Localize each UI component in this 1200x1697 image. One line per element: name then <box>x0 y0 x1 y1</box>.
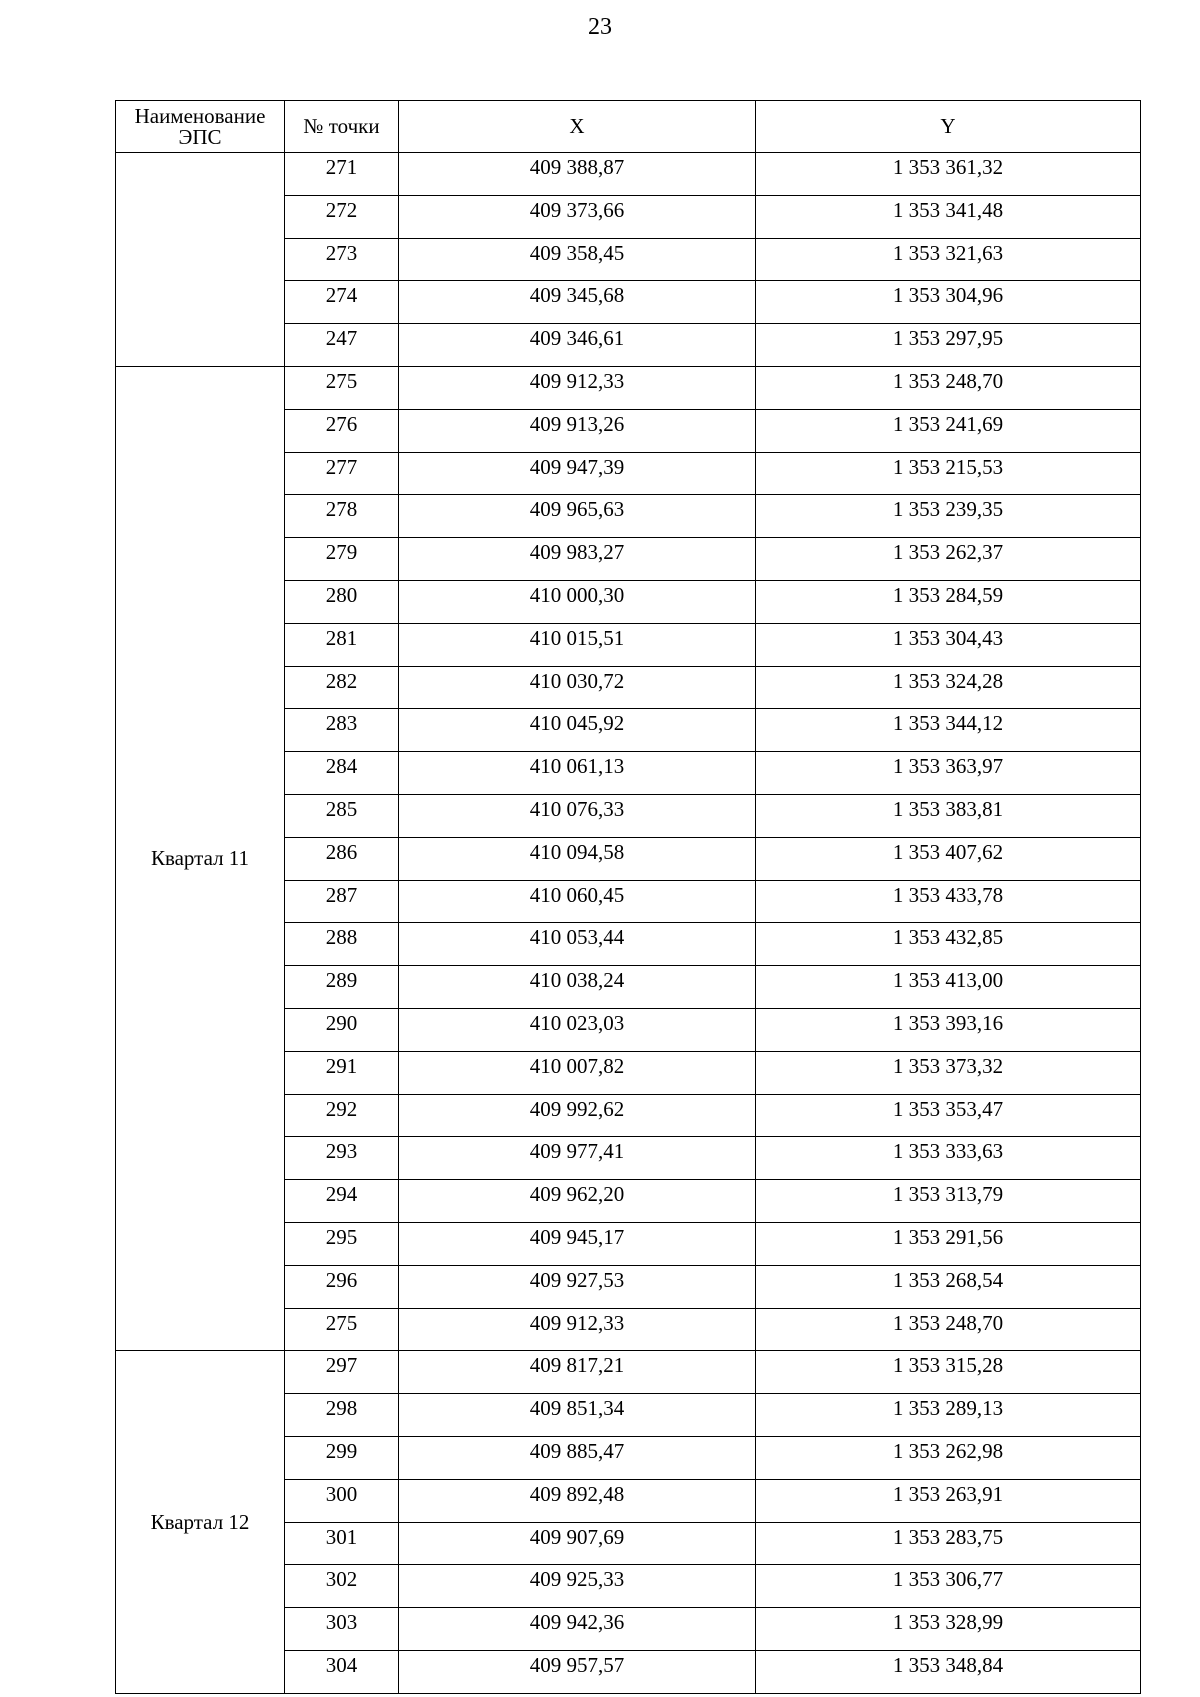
x-coordinate-cell: 410 061,13 <box>399 752 756 795</box>
point-number-cell: 277 <box>285 452 399 495</box>
header-name: Наименование ЭПС <box>116 101 285 153</box>
x-coordinate-cell: 410 023,03 <box>399 1008 756 1051</box>
y-coordinate-cell: 1 353 306,77 <box>756 1565 1141 1608</box>
y-coordinate-cell: 1 353 348,84 <box>756 1650 1141 1693</box>
x-coordinate-cell: 410 076,33 <box>399 794 756 837</box>
point-number-cell: 293 <box>285 1137 399 1180</box>
group-name-cell: Квартал 12 <box>116 1351 285 1693</box>
y-coordinate-cell: 1 353 297,95 <box>756 324 1141 367</box>
y-coordinate-cell: 1 353 315,28 <box>756 1351 1141 1394</box>
x-coordinate-cell: 410 015,51 <box>399 623 756 666</box>
y-coordinate-cell: 1 353 291,56 <box>756 1222 1141 1265</box>
y-coordinate-cell: 1 353 373,32 <box>756 1051 1141 1094</box>
point-number-cell: 274 <box>285 281 399 324</box>
x-coordinate-cell: 410 030,72 <box>399 666 756 709</box>
point-number-cell: 299 <box>285 1436 399 1479</box>
y-coordinate-cell: 1 353 248,70 <box>756 366 1141 409</box>
x-coordinate-cell: 410 038,24 <box>399 966 756 1009</box>
y-coordinate-cell: 1 353 215,53 <box>756 452 1141 495</box>
x-coordinate-cell: 410 053,44 <box>399 923 756 966</box>
point-number-cell: 281 <box>285 623 399 666</box>
x-coordinate-cell: 410 094,58 <box>399 837 756 880</box>
x-coordinate-cell: 409 925,33 <box>399 1565 756 1608</box>
x-coordinate-cell: 409 977,41 <box>399 1137 756 1180</box>
y-coordinate-cell: 1 353 284,59 <box>756 580 1141 623</box>
y-coordinate-cell: 1 353 262,37 <box>756 538 1141 581</box>
y-coordinate-cell: 1 353 383,81 <box>756 794 1141 837</box>
point-number-cell: 304 <box>285 1650 399 1693</box>
y-coordinate-cell: 1 353 344,12 <box>756 709 1141 752</box>
y-coordinate-cell: 1 353 248,70 <box>756 1308 1141 1351</box>
x-coordinate-cell: 409 957,57 <box>399 1650 756 1693</box>
x-coordinate-cell: 409 942,36 <box>399 1608 756 1651</box>
point-number-cell: 295 <box>285 1222 399 1265</box>
y-coordinate-cell: 1 353 341,48 <box>756 195 1141 238</box>
y-coordinate-cell: 1 353 313,79 <box>756 1180 1141 1223</box>
y-coordinate-cell: 1 353 432,85 <box>756 923 1141 966</box>
y-coordinate-cell: 1 353 363,97 <box>756 752 1141 795</box>
header-y: Y <box>756 101 1141 153</box>
point-number-cell: 303 <box>285 1608 399 1651</box>
x-coordinate-cell: 409 913,26 <box>399 409 756 452</box>
x-coordinate-cell: 409 358,45 <box>399 238 756 281</box>
table-body <box>116 153 1141 1694</box>
coordinates-table <box>115 100 1141 1694</box>
point-number-cell: 285 <box>285 794 399 837</box>
x-coordinate-cell: 410 045,92 <box>399 709 756 752</box>
point-number-cell: 291 <box>285 1051 399 1094</box>
y-coordinate-cell: 1 353 393,16 <box>756 1008 1141 1051</box>
x-coordinate-cell: 409 945,17 <box>399 1222 756 1265</box>
y-coordinate-cell: 1 353 324,28 <box>756 666 1141 709</box>
point-number-cell: 296 <box>285 1265 399 1308</box>
group-name-cell: Квартал 11 <box>116 366 285 1350</box>
x-coordinate-cell: 409 962,20 <box>399 1180 756 1223</box>
point-number-cell: 298 <box>285 1394 399 1437</box>
point-number-cell: 300 <box>285 1479 399 1522</box>
y-coordinate-cell: 1 353 333,63 <box>756 1137 1141 1180</box>
point-number-cell: 302 <box>285 1565 399 1608</box>
x-coordinate-cell: 409 851,34 <box>399 1394 756 1437</box>
point-number-cell: 275 <box>285 366 399 409</box>
point-number-cell: 287 <box>285 880 399 923</box>
x-coordinate-cell: 410 007,82 <box>399 1051 756 1094</box>
x-coordinate-cell: 410 060,45 <box>399 880 756 923</box>
y-coordinate-cell: 1 353 263,91 <box>756 1479 1141 1522</box>
y-coordinate-cell: 1 353 262,98 <box>756 1436 1141 1479</box>
x-coordinate-cell: 409 817,21 <box>399 1351 756 1394</box>
table-row <box>116 1351 1141 1394</box>
y-coordinate-cell: 1 353 289,13 <box>756 1394 1141 1437</box>
x-coordinate-cell: 409 912,33 <box>399 366 756 409</box>
y-coordinate-cell: 1 353 268,54 <box>756 1265 1141 1308</box>
point-number-cell: 284 <box>285 752 399 795</box>
y-coordinate-cell: 1 353 328,99 <box>756 1608 1141 1651</box>
header-x: X <box>399 101 756 153</box>
table-row <box>116 366 1141 409</box>
point-number-cell: 280 <box>285 580 399 623</box>
x-coordinate-cell: 409 907,69 <box>399 1522 756 1565</box>
point-number-cell: 247 <box>285 324 399 367</box>
group-name-cell <box>116 153 285 367</box>
y-coordinate-cell: 1 353 283,75 <box>756 1522 1141 1565</box>
x-coordinate-cell: 409 992,62 <box>399 1094 756 1137</box>
header-point: № точки <box>285 101 399 153</box>
point-number-cell: 283 <box>285 709 399 752</box>
x-coordinate-cell: 409 983,27 <box>399 538 756 581</box>
y-coordinate-cell: 1 353 433,78 <box>756 880 1141 923</box>
point-number-cell: 290 <box>285 1008 399 1051</box>
y-coordinate-cell: 1 353 353,47 <box>756 1094 1141 1137</box>
y-coordinate-cell: 1 353 321,63 <box>756 238 1141 281</box>
point-number-cell: 288 <box>285 923 399 966</box>
point-number-cell: 271 <box>285 153 399 196</box>
point-number-cell: 276 <box>285 409 399 452</box>
point-number-cell: 294 <box>285 1180 399 1223</box>
table-header <box>116 101 1141 153</box>
y-coordinate-cell: 1 353 239,35 <box>756 495 1141 538</box>
y-coordinate-cell: 1 353 407,62 <box>756 837 1141 880</box>
point-number-cell: 275 <box>285 1308 399 1351</box>
y-coordinate-cell: 1 353 304,96 <box>756 281 1141 324</box>
point-number-cell: 289 <box>285 966 399 1009</box>
point-number-cell: 286 <box>285 837 399 880</box>
x-coordinate-cell: 409 885,47 <box>399 1436 756 1479</box>
page-number: 23 <box>588 14 612 40</box>
y-coordinate-cell: 1 353 361,32 <box>756 153 1141 196</box>
point-number-cell: 292 <box>285 1094 399 1137</box>
x-coordinate-cell: 409 947,39 <box>399 452 756 495</box>
point-number-cell: 301 <box>285 1522 399 1565</box>
x-coordinate-cell: 409 927,53 <box>399 1265 756 1308</box>
header-row <box>116 101 1141 153</box>
x-coordinate-cell: 409 965,63 <box>399 495 756 538</box>
y-coordinate-cell: 1 353 413,00 <box>756 966 1141 1009</box>
point-number-cell: 279 <box>285 538 399 581</box>
point-number-cell: 297 <box>285 1351 399 1394</box>
point-number-cell: 272 <box>285 195 399 238</box>
x-coordinate-cell: 409 345,68 <box>399 281 756 324</box>
table-row <box>116 153 1141 196</box>
x-coordinate-cell: 409 912,33 <box>399 1308 756 1351</box>
point-number-cell: 273 <box>285 238 399 281</box>
x-coordinate-cell: 409 892,48 <box>399 1479 756 1522</box>
x-coordinate-cell: 410 000,30 <box>399 580 756 623</box>
x-coordinate-cell: 409 373,66 <box>399 195 756 238</box>
x-coordinate-cell: 409 346,61 <box>399 324 756 367</box>
y-coordinate-cell: 1 353 304,43 <box>756 623 1141 666</box>
point-number-cell: 278 <box>285 495 399 538</box>
y-coordinate-cell: 1 353 241,69 <box>756 409 1141 452</box>
point-number-cell: 282 <box>285 666 399 709</box>
x-coordinate-cell: 409 388,87 <box>399 153 756 196</box>
